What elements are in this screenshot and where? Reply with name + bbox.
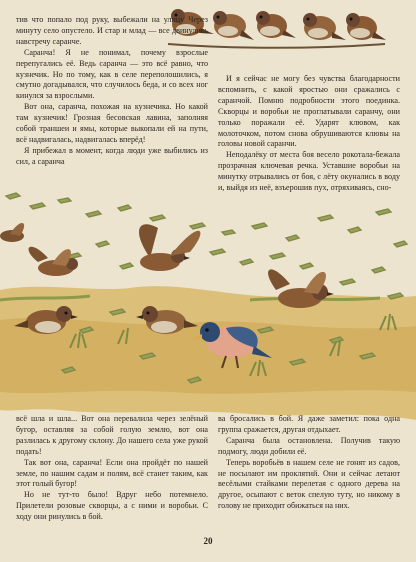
text-column-bottom-left	[16, 414, 208, 523]
paragraph: Саранча! Я не понимал, почему взрослые перепугались её. Ведь саранча — это всё равно, что кузнечик. Но по тому, как в селе переполошились, я смутно догадывался, что случилось беда, и со всех ног кинулся за взрослыми.	[16, 47, 208, 101]
paragraph: Вот она, саранча, похожая на кузнечика. Но какой там кузнечик! Грозная бесовская лавина, заполняя собой траншеи и ямы, которые выкопали ей на пути, всё надвигалась, надвигалась вперёд!	[16, 102, 208, 144]
text-column-bottom-right	[218, 414, 400, 512]
text-column-top-left	[16, 15, 208, 168]
flying-sparrow	[29, 247, 78, 276]
paragraph: всё шла и шла... Вот она перевалила через зелёный бугор, оставляя за собой голую землю, вот она разлилась к другому склону. До нашего села уже рукой подать!	[16, 414, 208, 456]
paragraph: Неподалёку от места боя весело рокотала-бежала прозрачная ключевая речка. Уставшие воробьи на минутку отрывались от боя, с лёту окунались в воду и, выйдя из неё, взъерошив пух, отряхиваясь, сно-	[218, 150, 400, 193]
paragraph: И я сейчас не могу без чувства благодарности вспомнить, с какой яростью они сражались с саранчой. Помню подробности этого поединка. Скворцы и воробьи не проглатывали саранчу, они только поражали её. Ударят клювом, как молоточком, потом снова обрушиваются клювы на головы новой саранчи.	[218, 74, 400, 149]
paragraph: Я прибежал в момент, когда люди уже выбились из сил, а саранча	[16, 145, 208, 166]
paragraph: Саранча была остановлена. Получив такую подмогу, люди добили её.	[218, 435, 400, 456]
text-column-top-right	[218, 74, 400, 194]
paragraph: Но не тут-то было! Вдруг небо потемнело. Прилетели розовые скворцы, а с ними и воробьи. С ходу они ринулись в бой.	[16, 490, 208, 522]
paragraph: Теперь воробьёв в нашем селе не гонят из садов, не посылают им проклятий. Они и сейчас летают весёлыми стайками перелетая с одного дерева на другое, осыпают с веток спелую туту, но никому в голову не приходит обижаться на них.	[218, 457, 400, 511]
flying-sparrow	[139, 224, 200, 271]
paragraph: тив что попало под руку, выбежали на улицу Через минуту село опустело. И стар и млад — все двинулись навстречу саранче.	[16, 15, 208, 46]
page-number: 20	[203, 536, 213, 546]
paragraph: ва бросались в бой. Я даже заметил: пока одна группа сражается, другая отдыхает.	[218, 414, 400, 434]
flying-sparrow	[0, 223, 24, 242]
paragraph: Так вот она, саранча! Если она пройдёт по нашей земле, по нашим садам и полям, всё станет таким, как этот голый бугор!	[16, 457, 208, 489]
